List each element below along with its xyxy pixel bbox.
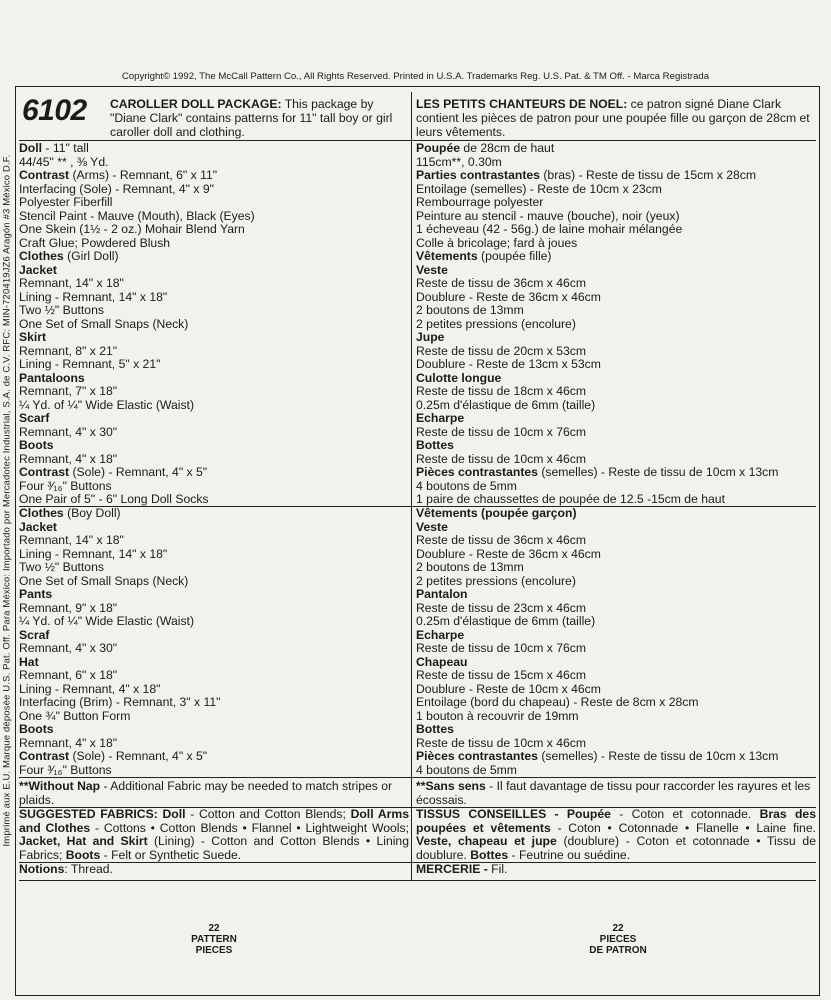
fabric-heading: TISSUS CONSEILLES - Poupée <box>416 807 611 821</box>
material-row <box>416 750 816 764</box>
material-text: One Set of Small Snaps (Neck) <box>19 573 189 588</box>
material-text: 0.25m d'élastique de 6mm (taille) <box>416 614 596 628</box>
notions-french-label: MERCERIE - <box>416 862 488 876</box>
material-row <box>19 277 409 291</box>
material-heading: Pantaloons <box>19 370 85 385</box>
material-text: Remnant, 4" x 30" <box>19 424 118 439</box>
boy-doll-list-french <box>416 507 816 777</box>
material-row <box>416 534 816 548</box>
material-text: Reste de tissu de 36cm x 46cm <box>416 533 587 547</box>
material-heading: Echarpe <box>416 411 465 425</box>
material-text: Doublure - Reste de 36cm x 46cm <box>416 546 601 561</box>
material-row <box>416 412 816 426</box>
material-row <box>19 412 409 426</box>
fabric-heading: Bottes <box>470 847 509 862</box>
pattern-envelope-back <box>15 86 820 996</box>
material-row <box>19 710 409 724</box>
material-text: Reste de tissu de 20cm x 53cm <box>416 343 587 358</box>
material-text: 1 paire de chaussettes de poupée de 12.5 -15cm de haut <box>416 492 725 506</box>
material-text: Remnant, 14" x 18" <box>19 276 124 290</box>
material-row <box>19 588 409 602</box>
material-row <box>19 250 409 264</box>
material-row <box>416 575 816 589</box>
material-text: (Girl Doll) <box>63 249 119 263</box>
material-row <box>19 683 409 697</box>
material-row <box>19 750 409 764</box>
material-row <box>416 696 816 710</box>
material-heading: Culotte longue <box>416 370 502 385</box>
material-text: 2 boutons de 13mm <box>416 303 524 317</box>
fabric-heading: Jacket, Hat and Skirt <box>19 834 148 849</box>
material-text: 2 boutons de 13mm <box>416 560 524 574</box>
material-heading: Jacket <box>19 519 57 534</box>
material-heading: Clothes <box>19 249 64 263</box>
material-row <box>19 656 409 670</box>
material-row <box>416 466 816 480</box>
material-row <box>416 196 816 210</box>
material-heading: Scraf <box>19 627 50 642</box>
nap-note-french <box>416 779 816 807</box>
material-heading: Parties contrastantes <box>416 168 540 182</box>
material-row <box>416 142 816 156</box>
pattern-number: 6102 <box>22 94 87 127</box>
material-text: One Pair of 5" - 6" Long Doll Socks <box>19 492 209 506</box>
suggested-fabrics-english <box>19 808 409 862</box>
material-row <box>416 426 816 440</box>
material-text: Doublure - Reste de 10cm x 46cm <box>416 681 601 696</box>
material-row <box>416 656 816 670</box>
material-text: Reste de tissu de 10cm x 76cm <box>416 424 587 439</box>
pattern-pieces-english <box>134 923 294 956</box>
material-text: ¼ Yd. of ¼" Wide Elastic (Waist) <box>19 614 195 628</box>
material-row <box>19 493 409 507</box>
material-text: Remnant, 4" x 18" <box>19 451 118 466</box>
fabric-text: (doublure) - Coton et cotonnade • Tissu de doublure. <box>416 834 816 862</box>
material-row <box>19 169 409 183</box>
material-row <box>19 669 409 683</box>
material-row <box>19 534 409 548</box>
material-text: Four ³⁄₁₆" Buttons <box>19 762 112 777</box>
boy-doll-list-english <box>19 507 409 777</box>
material-text: 44/45" ** , ⅜ Yd. <box>19 154 109 169</box>
material-row <box>19 304 409 318</box>
material-row <box>416 548 816 562</box>
material-heading: Jacket <box>19 262 57 277</box>
material-row <box>416 358 816 372</box>
material-row <box>19 264 409 278</box>
material-row <box>19 345 409 359</box>
material-heading: Pièces contrastantes <box>416 465 538 479</box>
material-text: (semelles) - Reste de tissu de 10cm x 13cm <box>537 749 779 763</box>
material-text: Reste de tissu de 36cm x 46cm <box>416 276 587 290</box>
material-text: Two ½" Buttons <box>19 560 104 574</box>
intro-french <box>416 97 816 139</box>
material-text: (poupée fille) <box>477 249 552 263</box>
girl-doll-list-french <box>416 142 816 507</box>
material-row <box>416 237 816 251</box>
rule-after-boy-doll <box>19 777 816 778</box>
material-text: Reste de tissu de 18cm x 46cm <box>416 384 587 398</box>
material-text: Doublure - Reste de 36cm x 46cm <box>416 289 601 304</box>
material-text: Lining - Remnant, 5" x 21" <box>19 357 161 371</box>
material-heading: Pants <box>19 587 53 601</box>
material-row <box>19 426 409 440</box>
material-heading: Pantalon <box>416 587 468 601</box>
material-row <box>19 453 409 467</box>
material-text: 4 boutons de 5mm <box>416 762 517 777</box>
material-heading: Echarpe <box>416 627 465 642</box>
material-row <box>19 210 409 224</box>
material-row <box>19 521 409 535</box>
material-row <box>416 277 816 291</box>
material-row <box>19 331 409 345</box>
material-row <box>416 399 816 413</box>
material-row <box>19 196 409 210</box>
notions-english-label: Notions <box>19 862 65 876</box>
material-text: Craft Glue; Powdered Blush <box>19 235 171 250</box>
material-text: ¼ Yd. of ¼" Wide Elastic (Waist) <box>19 397 195 412</box>
material-row <box>416 156 816 170</box>
material-heading: Bottes <box>416 722 454 736</box>
material-text: 0.25m d'élastique de 6mm (taille) <box>416 397 596 412</box>
fabric-heading: SUGGESTED FABRICS: Doll <box>19 807 186 821</box>
material-text: - 11" tall <box>42 141 89 155</box>
material-text: Lining - Remnant, 4" x 18" <box>19 681 161 696</box>
material-row <box>19 318 409 332</box>
material-heading: Pièces contrastantes <box>416 749 538 763</box>
material-row <box>416 250 816 264</box>
material-heading: Chapeau <box>416 654 468 669</box>
pieces-count-english: 22 <box>208 923 220 934</box>
material-text: Reste de tissu de 10cm x 76cm <box>416 641 587 655</box>
material-row <box>416 493 816 507</box>
material-row <box>19 615 409 629</box>
material-row <box>416 210 816 224</box>
pieces-label-french-2: DE PATRON <box>589 945 647 956</box>
copyright-line: Copyright© 1992, The McCall Pattern Co., All Rights Reserved. Printed in U.S.A. Trademarks Reg. U.S. Pat. & TM Off. - Marca Registrada <box>121 71 710 82</box>
material-row <box>416 331 816 345</box>
material-text: Remnant, 6" x 18" <box>19 668 118 682</box>
material-heading: Boots <box>19 722 54 736</box>
material-row <box>19 439 409 453</box>
material-row <box>416 507 816 521</box>
column-divider <box>411 92 412 880</box>
material-row <box>19 372 409 386</box>
material-row <box>416 642 816 656</box>
material-row <box>416 629 816 643</box>
material-row <box>19 399 409 413</box>
girl-doll-list-english <box>19 142 409 507</box>
intro-french-title: LES PETITS CHANTEURS DE NOEL: <box>416 97 628 111</box>
nap-note-english-text: - Additional Fabric may be needed to match stripes or plaids. <box>19 779 393 807</box>
material-row <box>19 629 409 643</box>
material-row <box>416 669 816 683</box>
material-heading: Veste <box>416 519 448 534</box>
material-row <box>416 683 816 697</box>
material-heading: Vêtements (poupée garçon) <box>416 506 577 520</box>
material-text: Interfacing (Brim) - Remnant, 3" x 11" <box>19 695 221 709</box>
material-text: Entoilage (bord du chapeau) - Reste de 8cm x 28cm <box>416 695 699 709</box>
material-row <box>416 480 816 494</box>
material-text: Remnant, 9" x 18" <box>19 600 118 615</box>
material-row <box>416 183 816 197</box>
material-text: Remnant, 4" x 18" <box>19 735 118 750</box>
material-row <box>19 142 409 156</box>
material-row <box>416 291 816 305</box>
material-row <box>19 466 409 480</box>
material-row <box>19 561 409 575</box>
material-text: 1 écheveau (42 - 56g.) de laine mohair mélangée <box>416 222 683 236</box>
material-text: 115cm**, 0.30m <box>416 154 502 169</box>
material-row <box>416 318 816 332</box>
nap-note-french-label: **Sans sens <box>416 779 486 793</box>
intro-french-text: ce patron signé Diane Clark contient les pièces de patron pour une poupée fille ou garçon de 28cm et leurs vêtements. <box>416 97 810 139</box>
material-row <box>416 723 816 737</box>
rule-after-notions <box>19 880 816 881</box>
material-row <box>19 548 409 562</box>
material-text: Remnant, 8" x 21" <box>19 343 118 358</box>
material-row <box>19 223 409 237</box>
pieces-label-english-1: PATTERN <box>191 934 237 945</box>
material-text: Remnant, 4" x 30" <box>19 641 118 655</box>
material-row <box>19 575 409 589</box>
material-text: Peinture au stencil - mauve (bouche), noir (yeux) <box>416 208 680 223</box>
material-text: (bras) - Reste de tissu de 15cm x 28cm <box>539 168 757 182</box>
material-row <box>416 737 816 751</box>
fabric-heading: Veste, chapeau et jupe <box>416 834 557 849</box>
material-text: Lining - Remnant, 14" x 18" <box>19 546 168 561</box>
material-row <box>19 291 409 305</box>
material-text: (semelles) - Reste de tissu de 10cm x 13cm <box>537 465 779 479</box>
material-text: Interfacing (Sole) - Remnant, 4" x 9" <box>19 181 214 196</box>
material-heading: Skirt <box>19 330 47 344</box>
intro-english-title: CAROLLER DOLL PACKAGE: <box>110 97 282 111</box>
intro-english-text: This package by "Diane Clark" contains patterns for 11" tall boy or girl caroller doll and clothing. <box>110 97 393 139</box>
material-text: 2 petites pressions (encolure) <box>416 316 576 331</box>
material-heading: Boots <box>19 438 54 452</box>
material-row <box>416 169 816 183</box>
material-heading: Contrast <box>19 168 70 182</box>
material-row <box>416 764 816 778</box>
material-text: Remnant, 7" x 18" <box>19 384 118 398</box>
material-row <box>19 156 409 170</box>
material-row <box>416 453 816 467</box>
material-text: 2 petites pressions (encolure) <box>416 573 576 588</box>
material-text: One Skein (1½ - 2 oz.) Mohair Blend Yarn <box>19 222 245 236</box>
material-text: de 28cm de haut <box>460 141 555 155</box>
material-heading: Doll <box>19 141 43 155</box>
material-heading: Contrast <box>19 749 70 763</box>
material-heading: Vêtements <box>416 249 478 263</box>
material-row <box>19 358 409 372</box>
fabric-text: - Coton • Cotonnade • Flanelle • Laine fine. <box>550 820 816 835</box>
pieces-count-french: 22 <box>612 923 624 934</box>
material-text: Colle à bricolage; fard à joues <box>416 235 578 250</box>
material-row <box>19 507 409 521</box>
material-heading: Bottes <box>416 438 454 452</box>
material-text: (Boy Doll) <box>63 506 121 520</box>
material-heading: Scarf <box>19 411 50 425</box>
fabric-heading: Doll Arms and Clothes <box>19 807 409 835</box>
material-heading: Clothes <box>19 506 64 520</box>
notions-french <box>416 863 816 877</box>
material-heading: Contrast <box>19 465 70 479</box>
intro-english <box>110 97 408 139</box>
pieces-label-french-1: PIECES <box>599 934 637 945</box>
pieces-label-english-2: PIECES <box>195 945 233 956</box>
material-text: Reste de tissu de 15cm x 46cm <box>416 668 587 682</box>
material-text: 1 bouton à recouvrir de 19mm <box>416 708 579 723</box>
material-row <box>19 723 409 737</box>
material-heading: Hat <box>19 654 39 669</box>
material-row <box>416 439 816 453</box>
material-row <box>416 304 816 318</box>
material-row <box>19 696 409 710</box>
nap-note-english-label: **Without Nap <box>19 779 101 793</box>
material-heading: Poupée <box>416 141 461 155</box>
material-heading: Veste <box>416 262 448 277</box>
notions-english-text: : Thread. <box>64 862 113 876</box>
material-row <box>416 602 816 616</box>
material-text: Entoilage (semelles) - Reste de 10cm x 23cm <box>416 181 662 196</box>
material-row <box>416 521 816 535</box>
fabric-text: - Coton et cotonnade. <box>610 807 760 821</box>
material-text: One Set of Small Snaps (Neck) <box>19 316 189 331</box>
material-text: Polyester Fiberfill <box>19 195 113 209</box>
material-row <box>416 264 816 278</box>
material-text: Rembourrage polyester <box>416 195 544 209</box>
fabric-text: - Cotton and Cotton Blends; <box>185 807 351 821</box>
fabric-text: (Lining) - Cotton and Cotton Blends • Lining Fabrics; <box>19 834 409 862</box>
material-text: 4 boutons de 5mm <box>416 478 517 493</box>
material-row <box>416 615 816 629</box>
material-text: Reste de tissu de 23cm x 46cm <box>416 600 587 615</box>
material-row <box>416 561 816 575</box>
material-row <box>19 237 409 251</box>
material-text: Lining - Remnant, 14" x 18" <box>19 289 168 304</box>
material-text: Reste de tissu de 10cm x 46cm <box>416 451 587 466</box>
notions-english <box>19 863 409 877</box>
material-row <box>416 385 816 399</box>
material-row <box>416 588 816 602</box>
fabric-text: - Cottons • Cotton Blends • Flannel • Lightweight Wools; <box>90 820 409 835</box>
material-row <box>416 710 816 724</box>
material-text: (Sole) - Remnant, 4" x 5" <box>69 465 208 479</box>
material-row <box>19 764 409 778</box>
suggested-fabrics-french <box>416 808 816 862</box>
nap-note-french-text: - Il faut davantage de tissu pour raccorder les rayures et les écossais. <box>416 779 811 807</box>
material-text: Four ³⁄₁₆" Buttons <box>19 478 112 493</box>
material-row <box>19 642 409 656</box>
side-legal-label: Imprimé aux E.U. Marque déposée U.S. Pat. Off. Para México: Importado por Mercadotec Industrial, S.A. de C.V. RFC: MIN-720419JZ6 Aragón #3 México D.F. <box>2 153 13 847</box>
side-legal-text <box>0 0 15 1000</box>
material-row <box>19 480 409 494</box>
fabric-text: - Feutrine ou suédine. <box>508 847 631 862</box>
pattern-pieces-french <box>538 923 698 956</box>
material-heading: Jupe <box>416 330 445 344</box>
material-text: One ¾" Button Form <box>19 708 131 723</box>
material-text: Two ½" Buttons <box>19 303 104 317</box>
fabric-heading: Boots <box>65 847 101 862</box>
material-text: Remnant, 14" x 18" <box>19 533 124 547</box>
material-text: (Arms) - Remnant, 6" x 11" <box>69 168 218 182</box>
fabric-heading: Bras des poupées et vêtements <box>416 807 816 835</box>
material-row <box>416 223 816 237</box>
material-row <box>416 345 816 359</box>
nap-note-english <box>19 779 409 807</box>
material-text: Stencil Paint - Mauve (Mouth), Black (Eyes) <box>19 208 255 223</box>
material-row <box>19 183 409 197</box>
notions-french-text: Fil. <box>487 862 508 876</box>
material-text: (Sole) - Remnant, 4" x 5" <box>69 749 208 763</box>
material-text: Doublure - Reste de 13cm x 53cm <box>416 357 601 371</box>
material-text: Reste de tissu de 10cm x 46cm <box>416 735 587 750</box>
material-row <box>416 372 816 386</box>
material-row <box>19 602 409 616</box>
material-row <box>19 737 409 751</box>
fabric-text: - Felt or Synthetic Suede. <box>100 847 242 862</box>
material-row <box>19 385 409 399</box>
